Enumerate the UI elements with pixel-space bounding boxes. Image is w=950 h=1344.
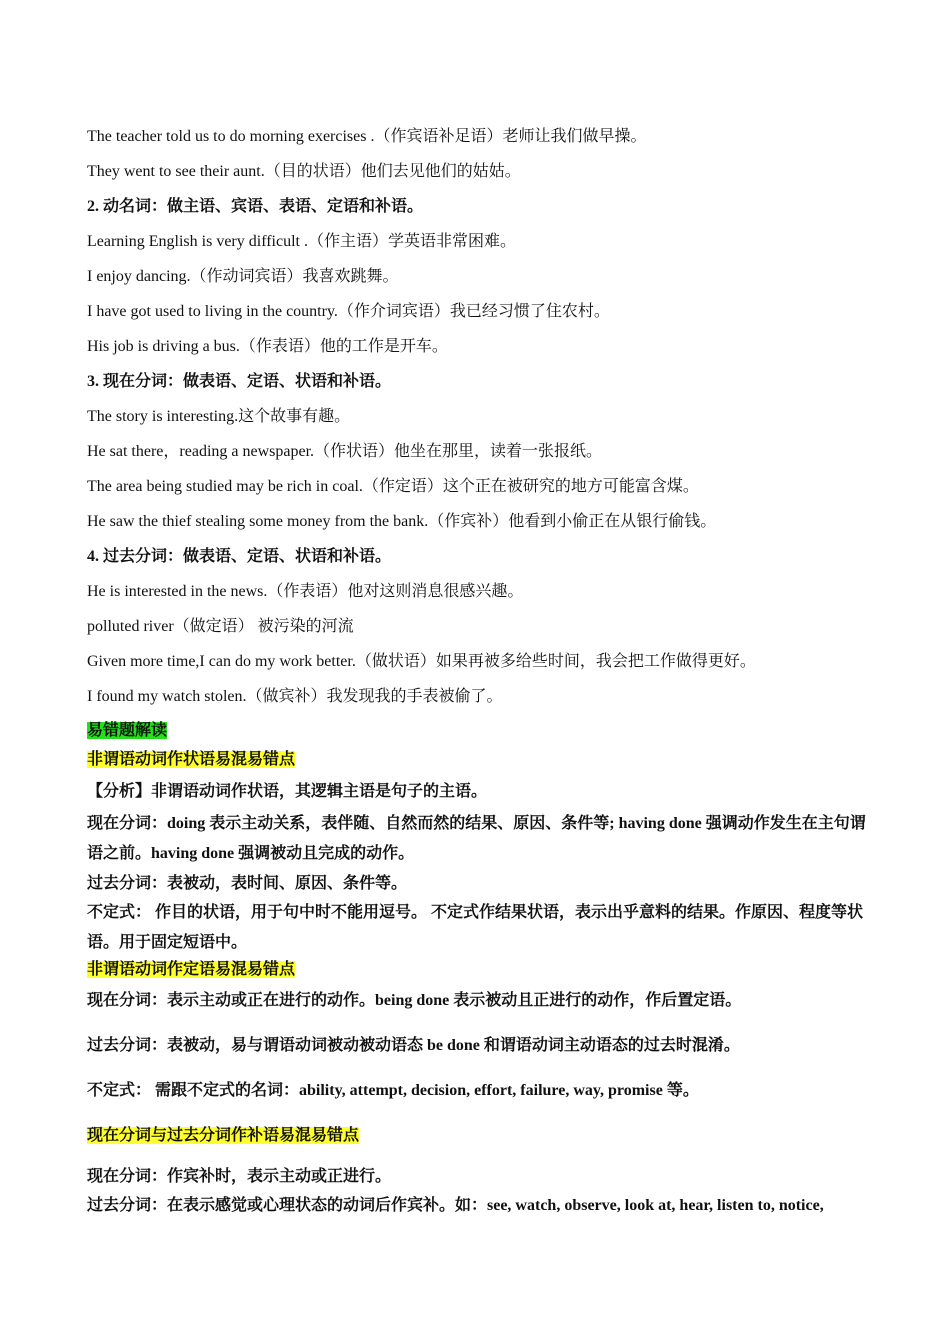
adverbial-analysis: 【分析】非谓语动词作状语，其逻辑主语是句子的主语。 (87, 783, 488, 800)
errors-title-text: 易错题解读 (87, 722, 168, 739)
complement-heading-text: 现在分词与过去分词作补语易混易错点 (87, 1127, 360, 1144)
example-sentence: The area being studied may be rich in coal.（作定语）这个正在被研究的地方可能富含煤。 (87, 478, 699, 495)
example-sentence: Given more time,I can do my work better.（做状语）如果再被多给些时间，我会把工作做得更好。 (87, 653, 756, 670)
section-heading-present-participle: 3. 现在分词：做表语、定语、状语和补语。 (87, 373, 392, 390)
section-heading-gerund: 2. 动名词：做主语、宾语、表语、定语和补语。 (87, 198, 424, 215)
example-sentence: I have got used to living in the country.（作介词宾语）我已经习惯了住农村。 (87, 303, 610, 320)
section-heading-past-participle: 4. 过去分词：做表语、定语、状语和补语。 (87, 548, 392, 565)
attributive-infinitive: 不定式： 需跟不定式的名词：ability, attempt, decision, effort, failure, way, promise 等。 (87, 1082, 699, 1099)
adverbial-heading (87, 750, 295, 770)
adverbial-infinitive: 不定式： 作目的状语，用于句中时不能用逗号。 不定式作结果状语，表示出乎意料的结果。作原因、程度等状语。用于固定短语中。 (87, 904, 864, 951)
example-sentence: The story is interesting.这个故事有趣。 (87, 408, 351, 425)
adverbial-past-participle: 过去分词：表被动，表时间、原因、条件等。 (87, 875, 408, 892)
adverbial-heading-text: 非谓语动词作状语易混易错点 (87, 751, 296, 768)
example-sentence: I found my watch stolen.（做宾补）我发现我的手表被偷了。 (87, 688, 503, 705)
example-sentence: His job is driving a bus.（作表语）他的工作是开车。 (87, 338, 448, 355)
attributive-present-participle: 现在分词：表示主动或正在进行的动作。being done 表示被动且正进行的动作，作后置定语。 (87, 992, 742, 1009)
example-sentence: They went to see their aunt.（目的状语）他们去见他们的姑姑。 (87, 163, 521, 180)
errors-title (87, 721, 167, 741)
attributive-past-participle: 过去分词：表被动，易与谓语动词被动被动语态 be done 和谓语动词主动语态的过去时混淆。 (87, 1037, 740, 1054)
adverbial-present-participle: 现在分词：doing 表示主动关系，表伴随、自然而然的结果、原因、条件等; having done 强调动作发生在主句谓语之前。having done 强调被动且完成的动作。 (87, 815, 866, 862)
example-sentence: Learning English is very difficult .（作主语）学英语非常困难。 (87, 233, 516, 250)
complement-heading (87, 1126, 359, 1146)
example-sentence: He is interested in the news.（作表语）他对这则消息很感兴趣。 (87, 583, 524, 600)
attributive-heading (87, 960, 295, 980)
attributive-heading-text: 非谓语动词作定语易混易错点 (87, 961, 296, 978)
example-sentence: He sat there，reading a newspaper.（作状语）他坐在那里，读着一张报纸。 (87, 443, 603, 460)
example-sentence: He saw the thief stealing some money from the bank.（作宾补）他看到小偷正在从银行偷钱。 (87, 513, 717, 530)
example-sentence: The teacher told us to do morning exercises .（作宾语补足语）老师让我们做早操。 (87, 128, 647, 145)
complement-past-participle: 过去分词：在表示感觉或心理状态的动词后作宾补。如：see, watch, observe, look at, hear, listen to, notice, (87, 1197, 824, 1214)
complement-present-participle: 现在分词：作宾补时，表示主动或正进行。 (87, 1168, 392, 1185)
example-sentence: I enjoy dancing.（作动词宾语）我喜欢跳舞。 (87, 268, 399, 285)
example-sentence: polluted river（做定语） 被污染的河流 (87, 618, 354, 635)
